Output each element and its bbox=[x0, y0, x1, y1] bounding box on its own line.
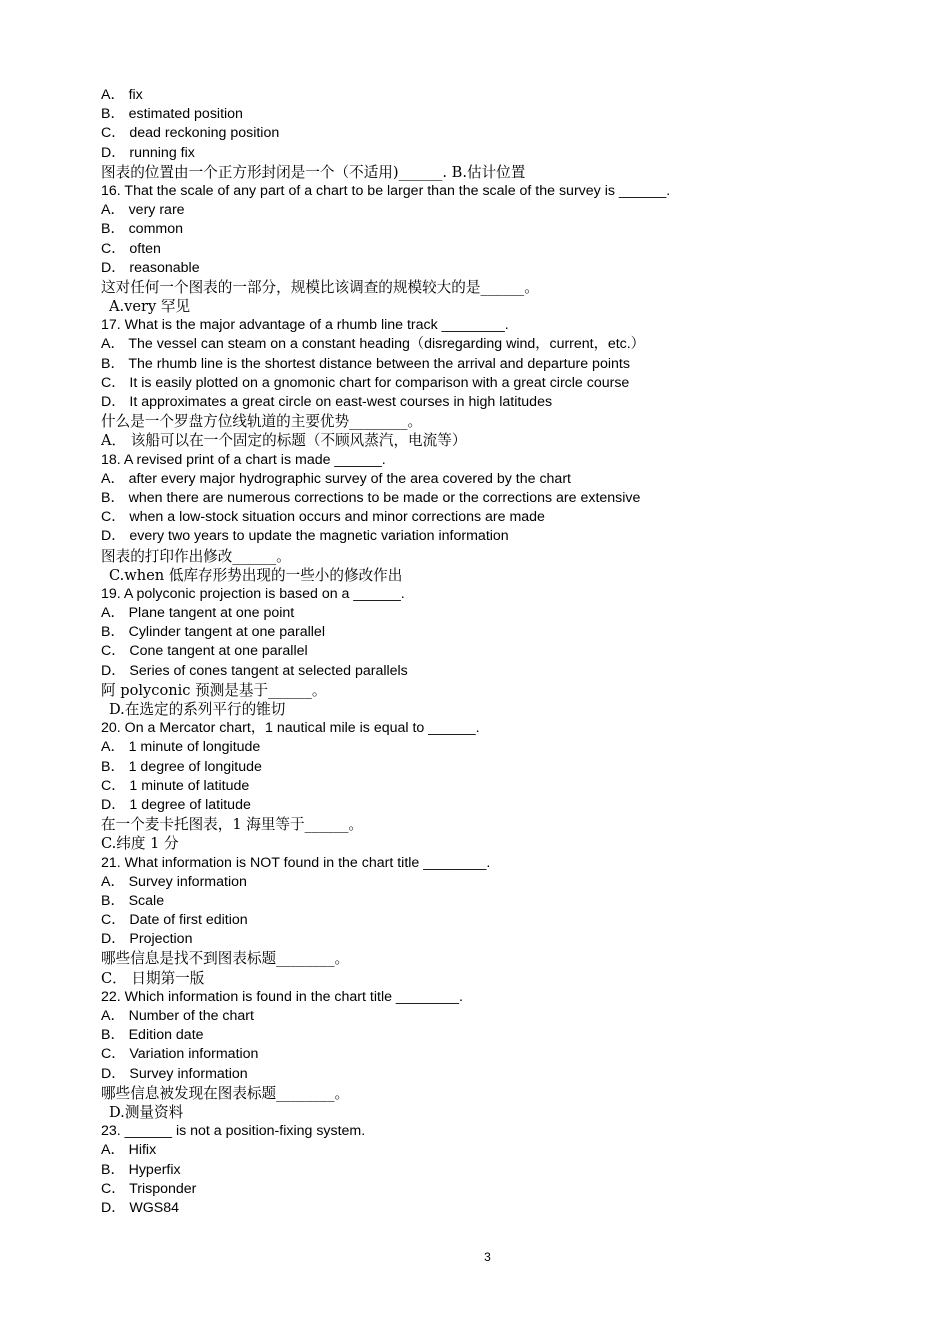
text-line: C． when a low-stock situation occurs and minor corrections are made bbox=[101, 509, 545, 526]
text-line: C． dead reckoning position bbox=[101, 125, 280, 142]
text-line: D． Series of cones tangent at selected parallels bbox=[101, 662, 408, 679]
text-line: A． Hifix bbox=[101, 1142, 157, 1159]
translation-line: D.测量资料 bbox=[109, 1103, 184, 1121]
text-line: B． Hyperfix bbox=[101, 1161, 181, 1178]
text-line: B． Scale bbox=[101, 892, 165, 909]
page-number: 3 bbox=[484, 1250, 491, 1264]
text-line: D． WGS84 bbox=[101, 1199, 180, 1216]
text-line: B． estimated position bbox=[101, 106, 243, 123]
translation-line: 什么是一个罗盘方位线轨道的主要优势________。 bbox=[101, 413, 423, 431]
translation-line: 在一个麦卡托图表，1 海里等于______。 bbox=[101, 816, 364, 834]
text-line: D． Survey information bbox=[101, 1065, 248, 1082]
translation-line: C.when 低库存形势出现的一些小的修改作出 bbox=[109, 566, 403, 584]
text-line: D． Projection bbox=[101, 931, 193, 948]
text-line: 19. A polyconic projection is based on a ______. bbox=[101, 585, 405, 602]
text-line: C． often bbox=[101, 240, 161, 257]
text-line: D． every two years to update the magnetic variation information bbox=[101, 528, 509, 545]
text-line: B． common bbox=[101, 221, 183, 238]
text-line: 17. What is the major advantage of a rhumb line track ________. bbox=[101, 317, 509, 334]
translation-line: 这对任何一个图表的一部分，规模比该调查的规模较大的是______。 bbox=[101, 278, 539, 296]
translation-line: 哪些信息被发现在图表标题________。 bbox=[101, 1084, 350, 1102]
text-line: B． The rhumb line is the shortest distance between the arrival and departure points bbox=[101, 355, 630, 372]
text-line: C． Date of first edition bbox=[101, 912, 248, 929]
translation-line: 哪些信息是找不到图表标题________。 bbox=[101, 950, 350, 968]
translation-line: 图表的位置由一个正方形封闭是一个（不适用)______. B.估计位置 bbox=[101, 163, 526, 181]
text-line: 18. A revised print of a chart is made ______. bbox=[101, 451, 386, 468]
document-body bbox=[101, 86, 901, 1218]
text-line: A． very rare bbox=[101, 202, 185, 219]
text-line: A． Number of the chart bbox=[101, 1008, 254, 1024]
text-line: C． Variation information bbox=[101, 1046, 259, 1063]
translation-line: 阿 polyconic 预测是基于______。 bbox=[101, 681, 327, 699]
text-line: 21. What information is NOT found in the chart title ________. bbox=[101, 854, 491, 871]
translation-line: C.纬度 1 分 bbox=[101, 835, 179, 853]
text-line: A． The vessel can steam on a constant heading（disregarding wind，current，etc.） bbox=[101, 336, 645, 353]
text-line: C． Trisponder bbox=[101, 1180, 197, 1197]
text-line: A． Plane tangent at one point bbox=[101, 605, 295, 622]
translation-line: D.在选定的系列平行的锥切 bbox=[109, 701, 286, 718]
text-line: B． Edition date bbox=[101, 1027, 204, 1044]
text-line: D． It approximates a great circle on east-west courses in high latitudes bbox=[101, 394, 553, 410]
text-line: B． when there are numerous corrections to be made or the corrections are extensive bbox=[101, 489, 641, 506]
text-line: 16. That the scale of any part of a chart to be larger than the scale of the survey is ______. bbox=[101, 182, 671, 199]
text-line: D． 1 degree of latitude bbox=[101, 796, 251, 813]
translation-line: C． 日期第一版 bbox=[101, 969, 205, 987]
text-line: B． 1 degree of longitude bbox=[101, 758, 262, 775]
text-line: A． after every major hydrographic survey of the area covered by the chart bbox=[101, 470, 571, 487]
text-line: C． Cone tangent at one parallel bbox=[101, 643, 308, 660]
translation-line: 图表的打印作出修改______。 bbox=[101, 547, 291, 565]
text-line: 22. Which information is found in the chart title ________. bbox=[101, 988, 463, 1005]
text-line: D． running fix bbox=[101, 144, 195, 161]
text-line: C． It is easily plotted on a gnomonic chart for comparison with a great circle course bbox=[101, 374, 630, 391]
text-line: A． fix bbox=[101, 87, 143, 103]
text-line: D． reasonable bbox=[101, 259, 200, 276]
translation-line: A.very 罕见 bbox=[109, 298, 191, 316]
text-line: A． 1 minute of longitude bbox=[101, 739, 261, 756]
text-line: C． 1 minute of latitude bbox=[101, 777, 250, 794]
translation-line: A． 该船可以在一个固定的标题（不顾风蒸汽，电流等） bbox=[101, 432, 467, 450]
text-line: B． Cylinder tangent at one parallel bbox=[101, 624, 325, 641]
text-line: 20. On a Mercator chart，1 nautical mile is equal to ______. bbox=[101, 720, 480, 737]
text-line: 23. ______ is not a position-fixing system. bbox=[101, 1123, 366, 1140]
text-line: A． Survey information bbox=[101, 873, 247, 890]
